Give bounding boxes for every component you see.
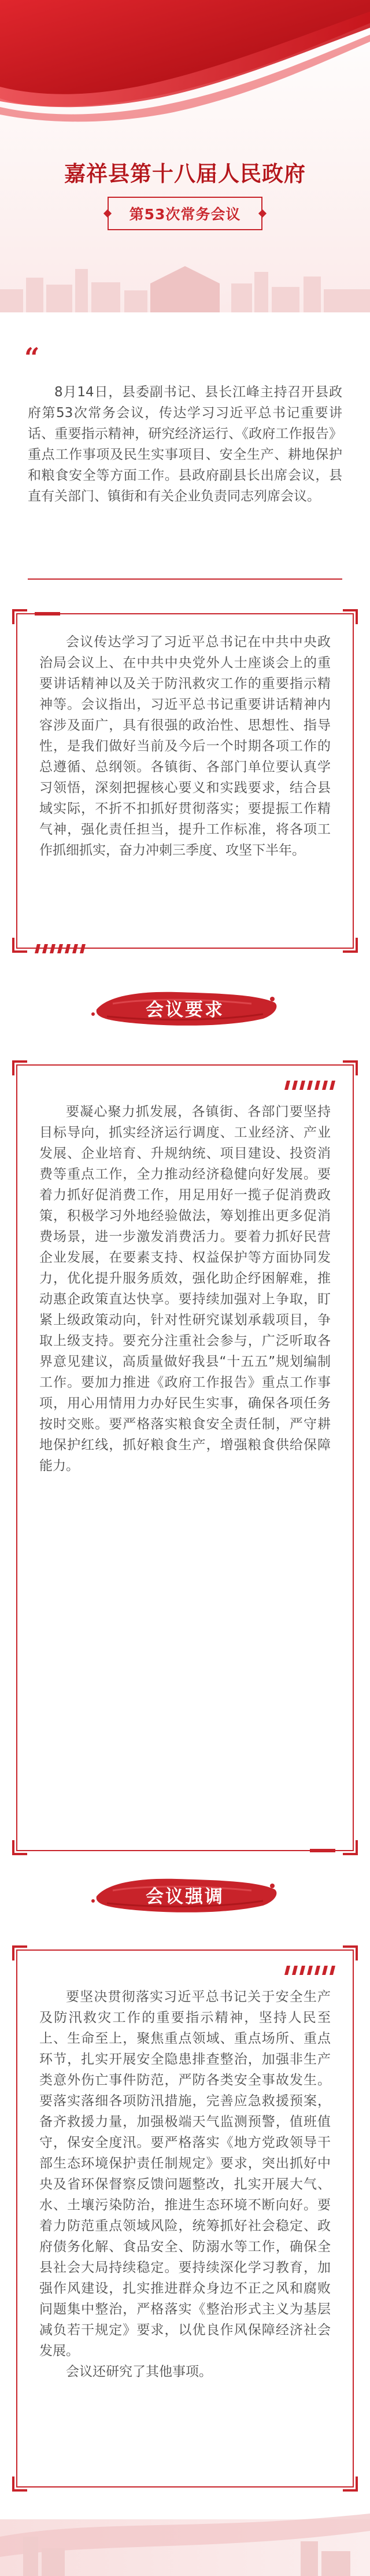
section-2-frame (16, 1064, 354, 1851)
section-1-paragraph: 会议传达学习了习近平总书记在中共中央政治局会议上、在中共中央党外人士座谈会上的重要讲话精神以及关于防汛救灾工作的重要指示精神等。会议指出，习近平总书记重要讲话精神内容涉及面广，具有很强的政治性、思想性、指导性，是我们做好当前及今后一个时期各项工作的总遵循、总纲领。各镇街、各部门单位要认真学习领悟，深刻把握核心要义和实践要求，结合县域实际，不折不扣抓好贯彻落实；要提振工作精气神，强化责任担当，提升工作标准，将各项工作抓细抓实，奋力冲刺三季度、攻坚下半年。 (39, 635, 331, 858)
section-3-frame (16, 1949, 354, 2487)
section-3-closing: 会议还研究了其他事项。 (66, 2364, 212, 2379)
header-banner (0, 0, 370, 312)
section-2-heading (0, 986, 370, 1029)
section-3-heading (0, 1873, 370, 1916)
city-skyline-decoration (0, 249, 370, 312)
frame-dash-decoration (310, 1849, 335, 1852)
section-2-heading-label: 会议要求 (146, 999, 224, 1020)
page-title: 嘉祥县第十八届人民政府 (64, 161, 306, 186)
footer-ribbon-decoration (0, 2496, 370, 2576)
chevron-decoration-icon (35, 944, 86, 953)
red-ribbon-decoration (0, 0, 370, 139)
section-3-heading-label: 会议强调 (146, 1886, 224, 1907)
section-3-paragraph: 要坚决贯彻落实习近平总书记关于安全生产及防汛救灾工作的重要指示精神，坚持人民至上、生命至上，聚焦重点领域、重点场所、重点环节，扎实开展安全隐患排查整治，加强非生产类意外伤亡事件防范，严防各类安全事故发生。要落实落细各项防汛措施，完善应急救援预案，备齐救援力量，加强极端天气监测预警，值班值守，保安全度汛。要严格落实《地方党政领导干部生态环境保护责任制规定》要求，突出抓好中央及省环保督察反馈问题整改，扎实开展大气、水、土壤污染防治，推进生态环境不断向好。要着力防范重点领域风险，统筹抓好社会稳定、政府债务化解、食品安全、防溺水等工作，确保全县社会大局持续稳定。要持续深化学习教育，加强作风建设，扎实推进群众身边不正之风和腐败问题集中整治，严格落实《整治形式主义为基层减负若干规定》要求，以优良作风保障经济社会发展。 (39, 1989, 331, 2358)
intro-paragraph: 8月14日，县委副书记、县长江峰主持召开县政府第53次常务会议，传达学习习近平总书记重要讲话、重要指示精神，研究经济运行、《政府工作报告》重点工作事项及民生实事项目、安全生产、耕地保护和粮食安全等方面工作。县政府副县长出席会议，县直有关部门、镇街和有关企业负责同志列席会议。 (28, 385, 342, 504)
footer-decoration (0, 2496, 370, 2576)
intro-divider (28, 578, 342, 580)
chevron-decoration-icon (284, 1966, 335, 1975)
frame-dash-decoration (35, 612, 60, 616)
chevron-decoration-icon (284, 1081, 335, 1090)
section-2-paragraph: 要凝心聚力抓发展，各镇街、各部门要坚持目标导向，抓实经济运行调度、工业经济、产业发展、企业培育、升规纳统、项目建设、投资消费等重点工作，全力推动经济稳健向好发展。要着力抓好促消费工作，用足用好一揽子促消费政策，积极学习外地经验做法，筹划推出更多促消费场景，进一步激发消费活力。要着力抓好民营企业发展，在要素支持、权益保护等方面协同发力，优化提升服务质效，强化助企纾困解难，推动惠企政策直达快享。要持续加强对上争取，盯紧上级政策动向，针对性研究谋划承载项目，争取上级支持。要充分注重社会参与，广泛听取各界意见建议，高质量做好我县“十五五”规划编制工作。要加力推进《政府工作报告》重点工作事项，用心用情用力办好民生实事，确保各项任务按时交账。要严格落实粮食安全责任制，严守耕地保护红线，抓好粮食生产，增强粮食供给保障能力。 (39, 1104, 331, 1473)
meeting-subtitle-badge: 第53次常务会议 (108, 197, 263, 230)
section-1-frame (16, 613, 354, 949)
quote-mark-icon: “ (24, 342, 40, 373)
